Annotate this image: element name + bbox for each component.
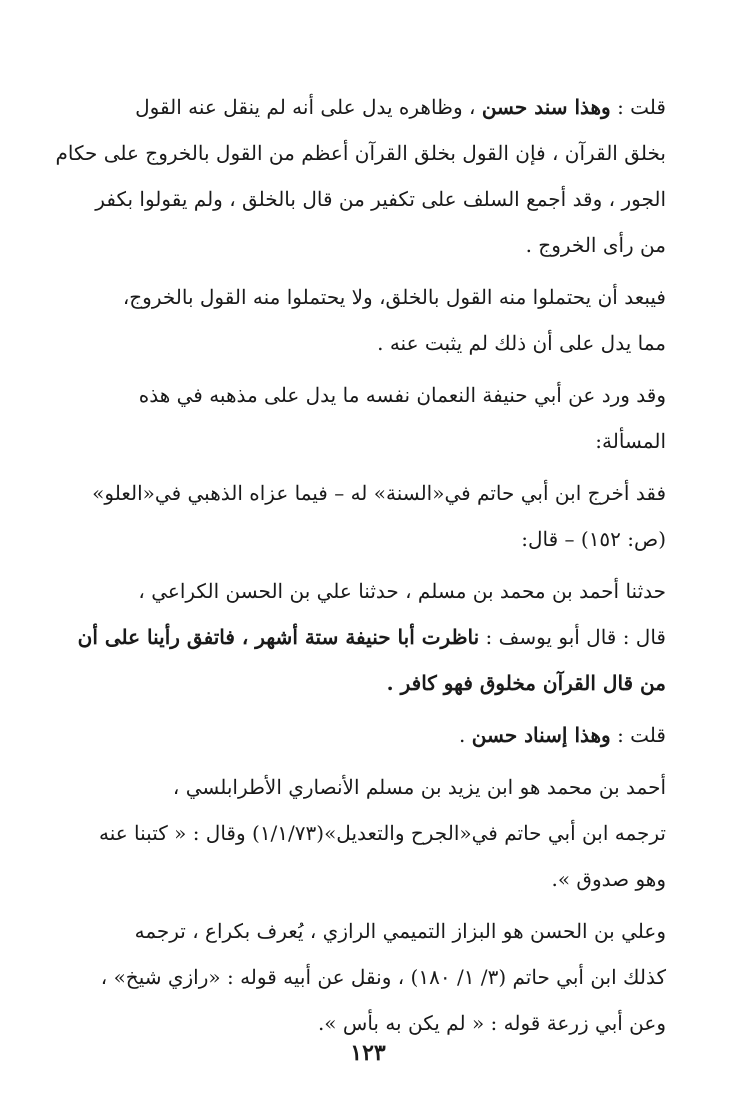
text-run: . [459,723,472,747]
paragraph [68,274,666,366]
text-run: (ص: ١٥٢) – قال: [521,527,666,551]
text-run: وقد ورد عن أبي حنيفة النعمان نفسه ما يدل على مذهبه في هذه [138,383,666,407]
text-run: وعلي بن الحسن هو البزاز التميمي الرازي ، يُعرف بكراع ، ترجمه [134,919,666,943]
page-number: ١٢٣ [350,1040,386,1066]
paragraph [68,568,666,706]
text-line [68,176,666,222]
text-line [68,470,666,516]
text-line [55,130,666,176]
text-run: بخلق القرآن ، فإن القول بخلق القرآن أعظم من القول بالخروج على حكام [55,141,666,165]
text-run: حدثنا أحمد بن محمد بن مسلم ، حدثنا علي بن الحسن الكراعي ، [138,579,666,603]
text-run: فقد أخرج ابن أبي حاتم في«السنة» له – فيما عزاه الذهبي في«العلو» [92,481,666,505]
text-line [68,908,666,954]
text-run: قلت : [610,723,666,747]
bold-text-run: وهذا إسناد حسن [471,723,611,747]
text-line [68,84,666,130]
text-run: قال : قال أبو يوسف : [479,625,666,649]
paragraph [68,908,666,1046]
text-run: كذلك ابن أبي حاتم (٣/ ١/ ١٨٠) ، ونقل عن أبيه قوله : «رازي شيخ» ، [100,965,666,989]
text-run: ، وظاهره يدل على أنه لم ينقل عنه القول [135,95,482,119]
text-run: مما يدل على أن ذلك لم يثبت عنه . [377,331,666,355]
text-line [68,810,666,856]
text-run: أحمد بن محمد هو ابن يزيد بن مسلم الأنصاري الأطرابلسي ، [172,775,666,799]
text-line [68,320,666,366]
text-run: ترجمه ابن أبي حاتم في«الجرح والتعديل»(١/١/٧٣) وقال : « كتبنا عنه [98,821,666,845]
bold-text-run: وهذا سند حسن [481,95,611,119]
text-line [68,568,666,614]
paragraph [68,470,666,562]
text-run: قلت : [610,95,666,119]
text-line [68,614,666,660]
text-line [68,372,666,418]
text-run: المسألة: [595,429,666,453]
paragraph [68,712,666,758]
bold-text-run: من قال القرآن مخلوق فهو كافر . [386,671,666,695]
paragraph [55,84,666,268]
text-run: وهو صدوق ». [551,867,666,891]
text-line [68,516,666,562]
bold-text-run: ناظرت أبا حنيفة ستة أشهر ، فاتفق رأينا على أن [77,625,480,649]
text-line [68,712,666,758]
text-run: فيبعد أن يحتملوا منه القول بالخلق، ولا يحتملوا منه القول بالخروج، [122,285,666,309]
paragraph [68,372,666,464]
page-body [55,84,666,1046]
text-line [68,660,666,706]
text-line [68,954,666,1000]
text-run: وعن أبي زرعة قوله : « لم يكن به بأس ». [317,1011,666,1035]
text-run: من رأى الخروج . [525,233,666,257]
text-run: الجور ، وقد أجمع السلف على تكفير من قال بالخلق ، ولم يقولوا بكفر [95,187,666,211]
paragraph [68,764,666,902]
text-line [68,274,666,320]
text-line [68,222,666,268]
text-line [68,764,666,810]
text-line [68,418,666,464]
text-line [68,856,666,902]
